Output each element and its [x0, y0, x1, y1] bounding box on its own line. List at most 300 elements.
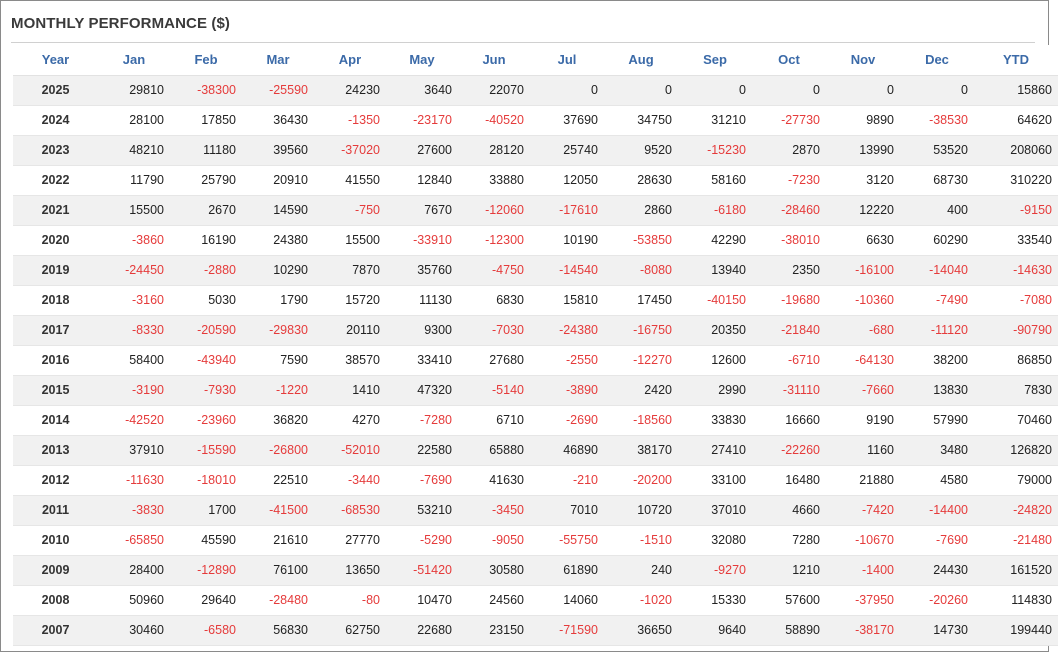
value-cell-jun: -3450	[458, 495, 530, 525]
table-row	[13, 525, 1058, 555]
value-cell-oct: 7280	[752, 525, 826, 555]
table-row	[13, 165, 1058, 195]
value-cell-jan: -24450	[98, 255, 170, 285]
value-cell-sep: 15330	[678, 585, 752, 615]
table-row	[13, 435, 1058, 465]
value-cell-jul: 46890	[530, 435, 604, 465]
table-row	[13, 345, 1058, 375]
year-cell: 2011	[13, 495, 98, 525]
value-cell-feb: -15590	[170, 435, 242, 465]
value-cell-mar: -1220	[242, 375, 314, 405]
value-cell-may: 53210	[386, 495, 458, 525]
table-row	[13, 75, 1058, 105]
value-cell-apr: 15720	[314, 285, 386, 315]
value-cell-ytd: -7080	[974, 285, 1058, 315]
table-row	[13, 225, 1058, 255]
column-header-dec: Dec	[900, 45, 974, 75]
value-cell-jun: 22070	[458, 75, 530, 105]
value-cell-dec: -11120	[900, 315, 974, 345]
monthly-performance-table	[13, 45, 1058, 646]
value-cell-nov: -1400	[826, 555, 900, 585]
value-cell-mar: 10290	[242, 255, 314, 285]
value-cell-sep: 33830	[678, 405, 752, 435]
value-cell-nov: -7420	[826, 495, 900, 525]
table-row	[13, 585, 1058, 615]
value-cell-aug: 0	[604, 75, 678, 105]
value-cell-dec: -38530	[900, 105, 974, 135]
value-cell-jul: -14540	[530, 255, 604, 285]
value-cell-jul: 12050	[530, 165, 604, 195]
value-cell-mar: -26800	[242, 435, 314, 465]
value-cell-nov: -38170	[826, 615, 900, 645]
value-cell-oct: -19680	[752, 285, 826, 315]
value-cell-aug: 36650	[604, 615, 678, 645]
value-cell-sep: 58160	[678, 165, 752, 195]
value-cell-may: 10470	[386, 585, 458, 615]
value-cell-dec: -7690	[900, 525, 974, 555]
value-cell-sep: 32080	[678, 525, 752, 555]
value-cell-jul: -2690	[530, 405, 604, 435]
year-cell: 2012	[13, 465, 98, 495]
value-cell-dec: 3480	[900, 435, 974, 465]
value-cell-dec: 60290	[900, 225, 974, 255]
table-row	[13, 315, 1058, 345]
column-header-feb: Feb	[170, 45, 242, 75]
value-cell-nov: -37950	[826, 585, 900, 615]
value-cell-feb: -2880	[170, 255, 242, 285]
value-cell-ytd: 7830	[974, 375, 1058, 405]
value-cell-jan: 58400	[98, 345, 170, 375]
value-cell-may: -7690	[386, 465, 458, 495]
value-cell-ytd: 114830	[974, 585, 1058, 615]
value-cell-nov: -680	[826, 315, 900, 345]
year-cell: 2023	[13, 135, 98, 165]
value-cell-dec: 68730	[900, 165, 974, 195]
value-cell-oct: -6710	[752, 345, 826, 375]
value-cell-sep: 2990	[678, 375, 752, 405]
value-cell-mar: -29830	[242, 315, 314, 345]
value-cell-jul: -2550	[530, 345, 604, 375]
year-cell: 2019	[13, 255, 98, 285]
column-header-mar: Mar	[242, 45, 314, 75]
value-cell-jun: 6710	[458, 405, 530, 435]
value-cell-apr: 38570	[314, 345, 386, 375]
value-cell-dec: -7490	[900, 285, 974, 315]
value-cell-apr: 27770	[314, 525, 386, 555]
value-cell-feb: -6580	[170, 615, 242, 645]
value-cell-ytd: 64620	[974, 105, 1058, 135]
value-cell-dec: 4580	[900, 465, 974, 495]
value-cell-jul: 14060	[530, 585, 604, 615]
value-cell-ytd: 15860	[974, 75, 1058, 105]
value-cell-apr: 13650	[314, 555, 386, 585]
table-row	[13, 105, 1058, 135]
value-cell-feb: -18010	[170, 465, 242, 495]
value-cell-jan: 28100	[98, 105, 170, 135]
value-cell-feb: -12890	[170, 555, 242, 585]
value-cell-mar: 7590	[242, 345, 314, 375]
year-cell: 2009	[13, 555, 98, 585]
value-cell-nov: -16100	[826, 255, 900, 285]
value-cell-ytd: -24820	[974, 495, 1058, 525]
value-cell-jun: 30580	[458, 555, 530, 585]
value-cell-sep: -9270	[678, 555, 752, 585]
value-cell-aug: 10720	[604, 495, 678, 525]
value-cell-feb: -23960	[170, 405, 242, 435]
value-cell-aug: 38170	[604, 435, 678, 465]
value-cell-may: 22680	[386, 615, 458, 645]
value-cell-sep: 0	[678, 75, 752, 105]
value-cell-mar: 76100	[242, 555, 314, 585]
column-header-year: Year	[13, 45, 98, 75]
value-cell-apr: 24230	[314, 75, 386, 105]
value-cell-apr: -52010	[314, 435, 386, 465]
value-cell-jun: 6830	[458, 285, 530, 315]
value-cell-nov: 0	[826, 75, 900, 105]
column-header-ytd: YTD	[974, 45, 1058, 75]
value-cell-sep: -15230	[678, 135, 752, 165]
value-cell-mar: 22510	[242, 465, 314, 495]
table-row	[13, 615, 1058, 645]
value-cell-nov: 9190	[826, 405, 900, 435]
value-cell-jun: -5140	[458, 375, 530, 405]
value-cell-aug: 240	[604, 555, 678, 585]
value-cell-feb: 5030	[170, 285, 242, 315]
value-cell-nov: -10360	[826, 285, 900, 315]
value-cell-nov: 12220	[826, 195, 900, 225]
column-header-apr: Apr	[314, 45, 386, 75]
value-cell-mar: -25590	[242, 75, 314, 105]
value-cell-jul: 25740	[530, 135, 604, 165]
value-cell-sep: 33100	[678, 465, 752, 495]
value-cell-feb: 16190	[170, 225, 242, 255]
value-cell-may: 35760	[386, 255, 458, 285]
value-cell-oct: 2870	[752, 135, 826, 165]
value-cell-apr: 20110	[314, 315, 386, 345]
value-cell-nov: 13990	[826, 135, 900, 165]
column-header-jul: Jul	[530, 45, 604, 75]
table-row	[13, 375, 1058, 405]
value-cell-may: 9300	[386, 315, 458, 345]
column-header-nov: Nov	[826, 45, 900, 75]
value-cell-apr: 4270	[314, 405, 386, 435]
value-cell-ytd: -90790	[974, 315, 1058, 345]
value-cell-may: 47320	[386, 375, 458, 405]
column-header-jun: Jun	[458, 45, 530, 75]
panel-title: MONTHLY PERFORMANCE ($)	[11, 15, 230, 32]
value-cell-sep: 9640	[678, 615, 752, 645]
value-cell-sep: -40150	[678, 285, 752, 315]
value-cell-may: 33410	[386, 345, 458, 375]
value-cell-may: -7280	[386, 405, 458, 435]
value-cell-oct: -31110	[752, 375, 826, 405]
value-cell-aug: -12270	[604, 345, 678, 375]
value-cell-aug: -20200	[604, 465, 678, 495]
value-cell-jun: 24560	[458, 585, 530, 615]
value-cell-apr: -1350	[314, 105, 386, 135]
year-cell: 2016	[13, 345, 98, 375]
value-cell-oct: -7230	[752, 165, 826, 195]
value-cell-jan: 15500	[98, 195, 170, 225]
table-row	[13, 465, 1058, 495]
value-cell-aug: -18560	[604, 405, 678, 435]
value-cell-ytd: 208060	[974, 135, 1058, 165]
value-cell-apr: 62750	[314, 615, 386, 645]
value-cell-feb: 11180	[170, 135, 242, 165]
value-cell-oct: -21840	[752, 315, 826, 345]
value-cell-aug: 34750	[604, 105, 678, 135]
value-cell-apr: 7870	[314, 255, 386, 285]
year-cell: 2007	[13, 615, 98, 645]
value-cell-mar: -28480	[242, 585, 314, 615]
value-cell-sep: 42290	[678, 225, 752, 255]
value-cell-oct: 0	[752, 75, 826, 105]
table-header-row	[13, 45, 1058, 75]
year-cell: 2020	[13, 225, 98, 255]
value-cell-may: -51420	[386, 555, 458, 585]
table-row	[13, 495, 1058, 525]
value-cell-sep: 31210	[678, 105, 752, 135]
value-cell-jul: 15810	[530, 285, 604, 315]
value-cell-aug: 9520	[604, 135, 678, 165]
value-cell-sep: 13940	[678, 255, 752, 285]
value-cell-jan: -8330	[98, 315, 170, 345]
value-cell-jun: 65880	[458, 435, 530, 465]
value-cell-oct: 16480	[752, 465, 826, 495]
value-cell-jun: 23150	[458, 615, 530, 645]
value-cell-jan: 30460	[98, 615, 170, 645]
value-cell-mar: 21610	[242, 525, 314, 555]
value-cell-feb: 45590	[170, 525, 242, 555]
value-cell-dec: 400	[900, 195, 974, 225]
value-cell-feb: 29640	[170, 585, 242, 615]
value-cell-oct: -27730	[752, 105, 826, 135]
value-cell-may: -5290	[386, 525, 458, 555]
year-cell: 2017	[13, 315, 98, 345]
value-cell-feb: 1700	[170, 495, 242, 525]
value-cell-nov: -10670	[826, 525, 900, 555]
value-cell-may: -23170	[386, 105, 458, 135]
year-cell: 2015	[13, 375, 98, 405]
value-cell-aug: -1020	[604, 585, 678, 615]
value-cell-jul: 37690	[530, 105, 604, 135]
value-cell-mar: -41500	[242, 495, 314, 525]
value-cell-sep: 27410	[678, 435, 752, 465]
table-row	[13, 135, 1058, 165]
value-cell-dec: 53520	[900, 135, 974, 165]
value-cell-jan: 11790	[98, 165, 170, 195]
value-cell-ytd: 126820	[974, 435, 1058, 465]
value-cell-aug: -53850	[604, 225, 678, 255]
table-body	[13, 75, 1058, 645]
value-cell-dec: 57990	[900, 405, 974, 435]
value-cell-aug: 17450	[604, 285, 678, 315]
value-cell-ytd: 79000	[974, 465, 1058, 495]
value-cell-may: 7670	[386, 195, 458, 225]
table-row	[13, 255, 1058, 285]
value-cell-mar: 56830	[242, 615, 314, 645]
value-cell-may: 22580	[386, 435, 458, 465]
value-cell-jan: -3830	[98, 495, 170, 525]
value-cell-may: -33910	[386, 225, 458, 255]
value-cell-feb: 2670	[170, 195, 242, 225]
value-cell-apr: 41550	[314, 165, 386, 195]
value-cell-mar: 36820	[242, 405, 314, 435]
value-cell-dec: 0	[900, 75, 974, 105]
value-cell-apr: 15500	[314, 225, 386, 255]
value-cell-apr: -3440	[314, 465, 386, 495]
value-cell-jun: -12300	[458, 225, 530, 255]
value-cell-jan: 29810	[98, 75, 170, 105]
value-cell-oct: 2350	[752, 255, 826, 285]
year-cell: 2018	[13, 285, 98, 315]
value-cell-oct: -22260	[752, 435, 826, 465]
value-cell-jan: -3860	[98, 225, 170, 255]
value-cell-ytd: -9150	[974, 195, 1058, 225]
value-cell-feb: -20590	[170, 315, 242, 345]
value-cell-jul: 0	[530, 75, 604, 105]
value-cell-nov: 3120	[826, 165, 900, 195]
column-header-may: May	[386, 45, 458, 75]
value-cell-apr: 1410	[314, 375, 386, 405]
value-cell-jul: -17610	[530, 195, 604, 225]
year-cell: 2013	[13, 435, 98, 465]
value-cell-jul: -3890	[530, 375, 604, 405]
value-cell-apr: -80	[314, 585, 386, 615]
value-cell-ytd: 310220	[974, 165, 1058, 195]
column-header-jan: Jan	[98, 45, 170, 75]
value-cell-feb: 17850	[170, 105, 242, 135]
value-cell-mar: 20910	[242, 165, 314, 195]
value-cell-sep: 37010	[678, 495, 752, 525]
value-cell-apr: -37020	[314, 135, 386, 165]
table-row	[13, 285, 1058, 315]
value-cell-oct: -38010	[752, 225, 826, 255]
title-divider	[11, 42, 1035, 43]
value-cell-jun: -12060	[458, 195, 530, 225]
value-cell-jul: -55750	[530, 525, 604, 555]
value-cell-dec: -14040	[900, 255, 974, 285]
value-cell-aug: 28630	[604, 165, 678, 195]
value-cell-may: 12840	[386, 165, 458, 195]
value-cell-jun: 41630	[458, 465, 530, 495]
value-cell-ytd: -14630	[974, 255, 1058, 285]
year-cell: 2014	[13, 405, 98, 435]
value-cell-jul: -71590	[530, 615, 604, 645]
year-cell: 2025	[13, 75, 98, 105]
value-cell-oct: 16660	[752, 405, 826, 435]
value-cell-jun: 28120	[458, 135, 530, 165]
value-cell-aug: -16750	[604, 315, 678, 345]
value-cell-jan: -11630	[98, 465, 170, 495]
value-cell-jun: -9050	[458, 525, 530, 555]
value-cell-jul: -24380	[530, 315, 604, 345]
value-cell-feb: 25790	[170, 165, 242, 195]
value-cell-ytd: 70460	[974, 405, 1058, 435]
value-cell-dec: -14400	[900, 495, 974, 525]
value-cell-sep: 12600	[678, 345, 752, 375]
value-cell-jun: 27680	[458, 345, 530, 375]
value-cell-ytd: -21480	[974, 525, 1058, 555]
value-cell-nov: -7660	[826, 375, 900, 405]
value-cell-dec: 14730	[900, 615, 974, 645]
value-cell-nov: 21880	[826, 465, 900, 495]
value-cell-jan: -3190	[98, 375, 170, 405]
value-cell-aug: 2860	[604, 195, 678, 225]
value-cell-mar: 1790	[242, 285, 314, 315]
value-cell-ytd: 199440	[974, 615, 1058, 645]
value-cell-oct: 1210	[752, 555, 826, 585]
value-cell-may: 27600	[386, 135, 458, 165]
value-cell-jan: 50960	[98, 585, 170, 615]
table-row	[13, 555, 1058, 585]
value-cell-apr: -750	[314, 195, 386, 225]
value-cell-dec: 13830	[900, 375, 974, 405]
value-cell-dec: -20260	[900, 585, 974, 615]
value-cell-jul: 10190	[530, 225, 604, 255]
year-cell: 2010	[13, 525, 98, 555]
value-cell-sep: -6180	[678, 195, 752, 225]
year-cell: 2022	[13, 165, 98, 195]
value-cell-apr: -68530	[314, 495, 386, 525]
value-cell-mar: 36430	[242, 105, 314, 135]
value-cell-jan: -65850	[98, 525, 170, 555]
value-cell-jan: 28400	[98, 555, 170, 585]
value-cell-nov: -64130	[826, 345, 900, 375]
value-cell-ytd: 33540	[974, 225, 1058, 255]
value-cell-jan: 48210	[98, 135, 170, 165]
value-cell-mar: 14590	[242, 195, 314, 225]
table-row	[13, 405, 1058, 435]
value-cell-jul: 61890	[530, 555, 604, 585]
value-cell-feb: -7930	[170, 375, 242, 405]
value-cell-ytd: 86850	[974, 345, 1058, 375]
value-cell-jun: -7030	[458, 315, 530, 345]
value-cell-may: 3640	[386, 75, 458, 105]
table-row	[13, 195, 1058, 225]
value-cell-may: 11130	[386, 285, 458, 315]
column-header-aug: Aug	[604, 45, 678, 75]
column-header-oct: Oct	[752, 45, 826, 75]
year-cell: 2008	[13, 585, 98, 615]
year-cell: 2024	[13, 105, 98, 135]
value-cell-mar: 24380	[242, 225, 314, 255]
value-cell-nov: 9890	[826, 105, 900, 135]
value-cell-jul: -210	[530, 465, 604, 495]
value-cell-mar: 39560	[242, 135, 314, 165]
value-cell-nov: 1160	[826, 435, 900, 465]
value-cell-feb: -43940	[170, 345, 242, 375]
value-cell-jun: 33880	[458, 165, 530, 195]
value-cell-oct: 57600	[752, 585, 826, 615]
value-cell-aug: -1510	[604, 525, 678, 555]
value-cell-jun: -40520	[458, 105, 530, 135]
value-cell-oct: 58890	[752, 615, 826, 645]
value-cell-nov: 6630	[826, 225, 900, 255]
value-cell-jul: 7010	[530, 495, 604, 525]
value-cell-ytd: 161520	[974, 555, 1058, 585]
value-cell-dec: 38200	[900, 345, 974, 375]
value-cell-oct: -28460	[752, 195, 826, 225]
value-cell-jan: -3160	[98, 285, 170, 315]
value-cell-jan: 37910	[98, 435, 170, 465]
value-cell-oct: 4660	[752, 495, 826, 525]
value-cell-dec: 24430	[900, 555, 974, 585]
value-cell-aug: 2420	[604, 375, 678, 405]
value-cell-sep: 20350	[678, 315, 752, 345]
column-header-sep: Sep	[678, 45, 752, 75]
value-cell-aug: -8080	[604, 255, 678, 285]
